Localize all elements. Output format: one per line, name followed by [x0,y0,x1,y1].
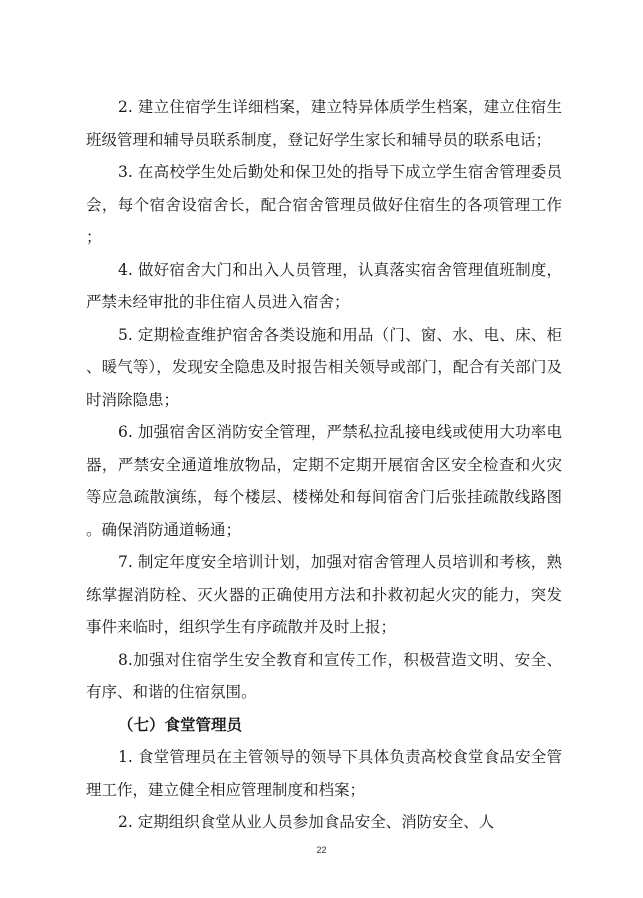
paragraph-item-4: 4. 做好宿舍大门和出入人员管理，认真落实宿舍管理值班制度，严禁未经审批的非住宿人员进入宿舍； [86,260,562,311]
canteen-paragraph-item-1: 1. 食堂管理员在主管领导的领导下具体负责高校食堂食品安全管理工作，建立健全相应管理制度和档案； [86,748,562,799]
canteen-paragraph-item-2: 2. 定期组织食堂从业人员参加食品安全、消防安全、人 [118,813,495,831]
page-number: 22 [316,845,327,855]
page-content [86,91,562,839]
paragraph-item-8: 8.加强对住宿学生安全教育和宣传工作，积极营造文明、安全、有序、和谐的住宿氛围。 [86,650,562,701]
paragraph-item-5: 5. 定期检查维护宿舍各类设施和用品（门、窗、水、电、床、柜、暖气等），发现安全隐患及时报告相关领导或部门，配合有关部门及时消除隐患； [86,325,562,409]
paragraph-item-2: 2. 建立住宿学生详细档案，建立特异体质学生档案，建立住宿生班级管理和辅导员联系制度，登记好学生家长和辅导员的联系电话； [86,98,562,149]
section-heading-canteen-manager: （七）食堂管理员 [118,715,243,734]
paragraph-item-3: 3. 在高校学生处后勤处和保卫处的指导下成立学生宿舍管理委员会，每个宿舍设宿舍长，配合宿舍管理员做好住宿生的各项管理工作； [86,163,562,246]
paragraph-item-7: 7. 制定年度安全培训计划，加强对宿舍管理人员培训和考核，熟练掌握消防栓、灭火器的正确使用方法和扑救初起火灾的能力，突发事件来临时，组织学生有序疏散并及时上报； [86,553,562,636]
paragraph-item-6: 6. 加强宿舍区消防安全管理，严禁私拉乱接电线或使用大功率电器，严禁安全通道堆放物品，定期不定期开展宿舍区安全检查和火灾等应急疏散演练，每个楼层、楼梯处和每间宿舍门后张挂疏散线路图。确保消防通道畅通； [86,423,562,539]
